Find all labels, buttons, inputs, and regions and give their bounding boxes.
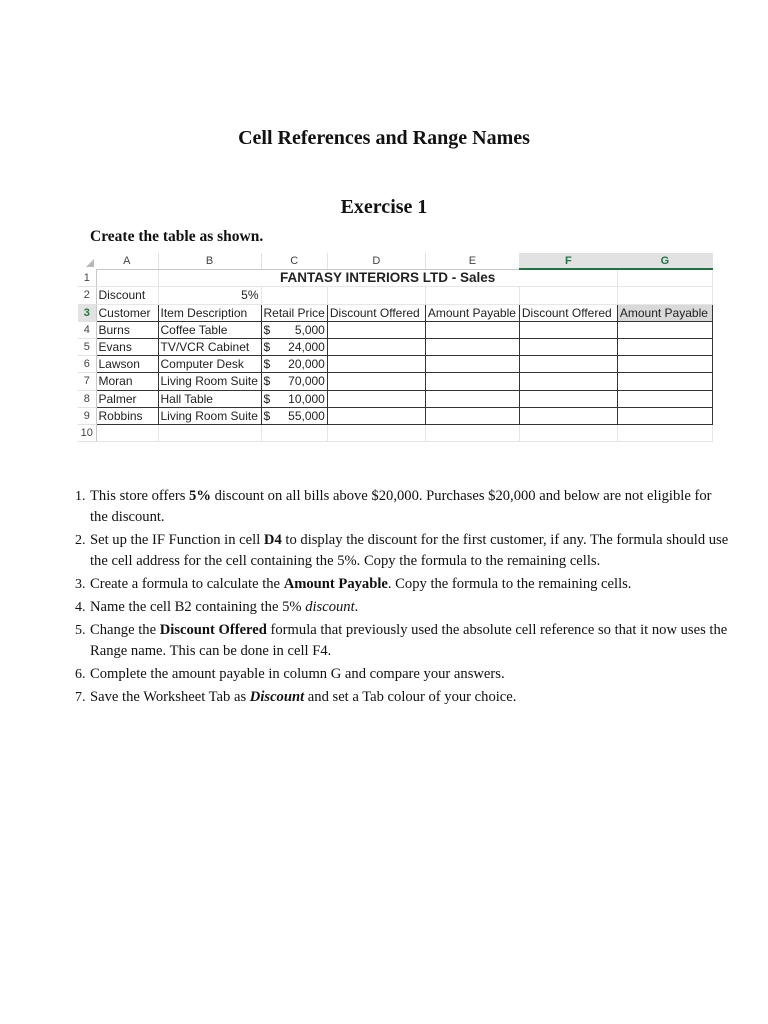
cell-empty <box>261 424 327 441</box>
row-number: 3 <box>78 304 96 321</box>
task-text-segment: Create a formula to calculate the <box>90 576 284 593</box>
column-header-g: G <box>617 253 712 269</box>
discount-offered-cell-2 <box>519 390 617 407</box>
row-number: 2 <box>78 287 96 304</box>
discount-offered-cell <box>327 321 425 338</box>
task-item <box>89 530 729 573</box>
price-value: 10,000 <box>288 391 325 406</box>
cell-empty <box>519 424 617 441</box>
sheet-row-1 <box>78 269 712 287</box>
task-text-segment: . <box>354 598 359 615</box>
retail-price-cell <box>261 373 327 390</box>
row-number: 4 <box>78 321 96 338</box>
discount-offered-cell <box>327 407 425 424</box>
currency-symbol: $ <box>263 391 271 406</box>
task-text-segment: Name the cell B2 containing the 5% <box>90 598 306 615</box>
cell-empty <box>617 424 712 441</box>
item-description-cell: Coffee Table <box>158 321 261 338</box>
discount-label-cell: Discount <box>96 287 158 304</box>
discount-offered-cell-2 <box>519 338 617 355</box>
task-text-segment: D4 <box>263 532 282 549</box>
currency-symbol: $ <box>263 357 271 372</box>
task-item <box>89 687 729 708</box>
discount-offered-cell <box>327 390 425 407</box>
table-row <box>78 407 712 424</box>
table-row <box>78 356 712 373</box>
task-text-segment: Discount <box>249 688 305 705</box>
amount-payable-cell <box>425 356 519 373</box>
cell-empty <box>96 424 158 441</box>
task-item <box>89 664 729 685</box>
customer-cell: Evans <box>96 338 158 355</box>
header-cell-discount-offered-2: Discount Offered <box>519 304 617 321</box>
item-description-cell: Computer Desk <box>158 356 261 373</box>
discount-offered-cell-2 <box>519 373 617 390</box>
row-number: 8 <box>78 390 96 407</box>
column-header-f: F <box>519 253 617 269</box>
discount-offered-cell <box>327 338 425 355</box>
column-header-a: A <box>96 253 158 269</box>
cell-empty <box>617 269 712 287</box>
amount-payable-cell-2 <box>617 321 712 338</box>
customer-cell: Burns <box>96 321 158 338</box>
column-header-b: B <box>158 253 261 269</box>
header-cell-customer: Customer <box>96 304 158 321</box>
spreadsheet-grid <box>78 253 713 442</box>
price-value: 24,000 <box>288 340 325 355</box>
task-text-segment: discount on all bills above $20,000. Purchases $20,000 and below are not eligible for the discount. <box>90 488 712 526</box>
header-cell-item-description: Item Description <box>158 304 261 321</box>
table-row <box>78 390 712 407</box>
amount-payable-cell <box>425 373 519 390</box>
currency-symbol: $ <box>263 408 271 423</box>
retail-price-cell <box>261 356 327 373</box>
task-text-segment: to display the discount for the first customer, if any. The formula should use the cell address for the cell containing the 5%. Copy the formula to the remaining cells. <box>90 532 729 570</box>
cell-empty <box>519 287 617 304</box>
row-number: 1 <box>78 269 96 287</box>
amount-payable-cell-2 <box>617 390 712 407</box>
header-cell-amount-payable-2: Amount Payable <box>617 304 712 321</box>
header-cell-discount-offered: Discount Offered <box>327 304 425 321</box>
item-description-cell: Hall Table <box>158 390 261 407</box>
item-description-cell: Living Room Suite <box>158 373 261 390</box>
row-number: 10 <box>78 424 96 441</box>
retail-price-cell <box>261 338 327 355</box>
task-text-segment: Change the <box>90 621 160 638</box>
task-text-segment: . Copy the formula to the remaining cells. <box>387 576 632 593</box>
item-description-cell: TV/VCR Cabinet <box>158 338 261 355</box>
task-item <box>89 486 729 529</box>
select-all-triangle-icon <box>86 259 94 267</box>
column-header-e: E <box>425 253 519 269</box>
discount-offered-cell-2 <box>519 321 617 338</box>
column-header-d: D <box>327 253 425 269</box>
column-header-row <box>78 253 712 269</box>
price-value: 55,000 <box>288 408 325 423</box>
task-text-segment: Discount Offered <box>159 621 267 638</box>
cell-empty <box>327 424 425 441</box>
price-value: 20,000 <box>288 357 325 372</box>
currency-symbol: $ <box>263 374 271 389</box>
task-text-segment: This store offers <box>90 488 190 504</box>
cell-empty <box>425 287 519 304</box>
task-text-segment: Set up the IF Function in cell <box>90 532 264 549</box>
amount-payable-cell-2 <box>617 373 712 390</box>
sheet-title-cell: FANTASY INTERIORS LTD - Sales <box>280 270 496 286</box>
cell-empty <box>617 287 712 304</box>
header-cell-amount-payable: Amount Payable <box>425 304 519 321</box>
retail-price-cell <box>261 407 327 424</box>
column-header-c: C <box>261 253 327 269</box>
item-description-cell: Living Room Suite <box>158 407 261 424</box>
instruction-text: Create the table as shown. <box>90 228 264 245</box>
discount-offered-cell <box>327 373 425 390</box>
retail-price-cell <box>261 390 327 407</box>
amount-payable-cell-2 <box>617 356 712 373</box>
discount-offered-cell <box>327 356 425 373</box>
title-text: Cell References and Range Names <box>238 127 530 149</box>
amount-payable-cell <box>425 407 519 424</box>
discount-offered-cell-2 <box>519 356 617 373</box>
currency-symbol: $ <box>263 322 271 337</box>
sheet-row-10 <box>78 424 712 441</box>
cell-empty <box>425 424 519 441</box>
cell-empty <box>158 424 261 441</box>
currency-symbol: $ <box>263 340 271 355</box>
sheet-row-2 <box>78 287 712 304</box>
cell-empty <box>96 269 158 287</box>
amount-payable-cell <box>425 338 519 355</box>
customer-cell: Robbins <box>96 407 158 424</box>
amount-payable-cell <box>425 390 519 407</box>
customer-cell: Lawson <box>96 356 158 373</box>
amount-payable-cell-2 <box>617 407 712 424</box>
document-title <box>0 127 768 150</box>
task-text-segment: and set a Tab colour of your choice. <box>304 688 517 705</box>
task-item <box>89 574 729 595</box>
discount-offered-cell-2 <box>519 407 617 424</box>
task-item <box>89 597 729 618</box>
table-row <box>78 373 712 390</box>
sheet-row-3-headers <box>78 304 712 321</box>
retail-price-cell <box>261 321 327 338</box>
exercise-heading: Exercise 1 <box>340 196 428 218</box>
select-all-corner <box>78 253 96 269</box>
header-cell-retail-price: Retail Price <box>261 304 327 321</box>
task-text-segment: formula that previously used the absolute cell reference so that it now uses the Range name. This can be done in cell F4. <box>90 621 728 660</box>
row-number: 7 <box>78 373 96 390</box>
amount-payable-cell-2 <box>617 338 712 355</box>
task-text-segment: discount <box>305 598 355 615</box>
row-number: 6 <box>78 356 96 373</box>
price-value: 5,000 <box>294 322 325 337</box>
task-item <box>89 620 729 663</box>
row-number: 9 <box>78 407 96 424</box>
task-text-segment: Save the Worksheet Tab as <box>90 688 250 705</box>
task-list <box>58 486 729 709</box>
task-text-segment: 5% <box>189 488 211 504</box>
customer-cell: Palmer <box>96 390 158 407</box>
cell-empty <box>327 287 425 304</box>
task-text-segment: Amount Payable <box>283 576 388 593</box>
cell-empty <box>261 287 327 304</box>
table-row <box>78 338 712 355</box>
task-text-segment: Complete the amount payable in column G and compare your answers. <box>90 665 505 682</box>
spreadsheet-image <box>78 253 713 442</box>
price-value: 70,000 <box>288 374 325 389</box>
table-row <box>78 321 712 338</box>
discount-value-cell: 5% <box>158 287 261 304</box>
customer-cell: Moran <box>96 373 158 390</box>
row-number: 5 <box>78 338 96 355</box>
amount-payable-cell <box>425 321 519 338</box>
